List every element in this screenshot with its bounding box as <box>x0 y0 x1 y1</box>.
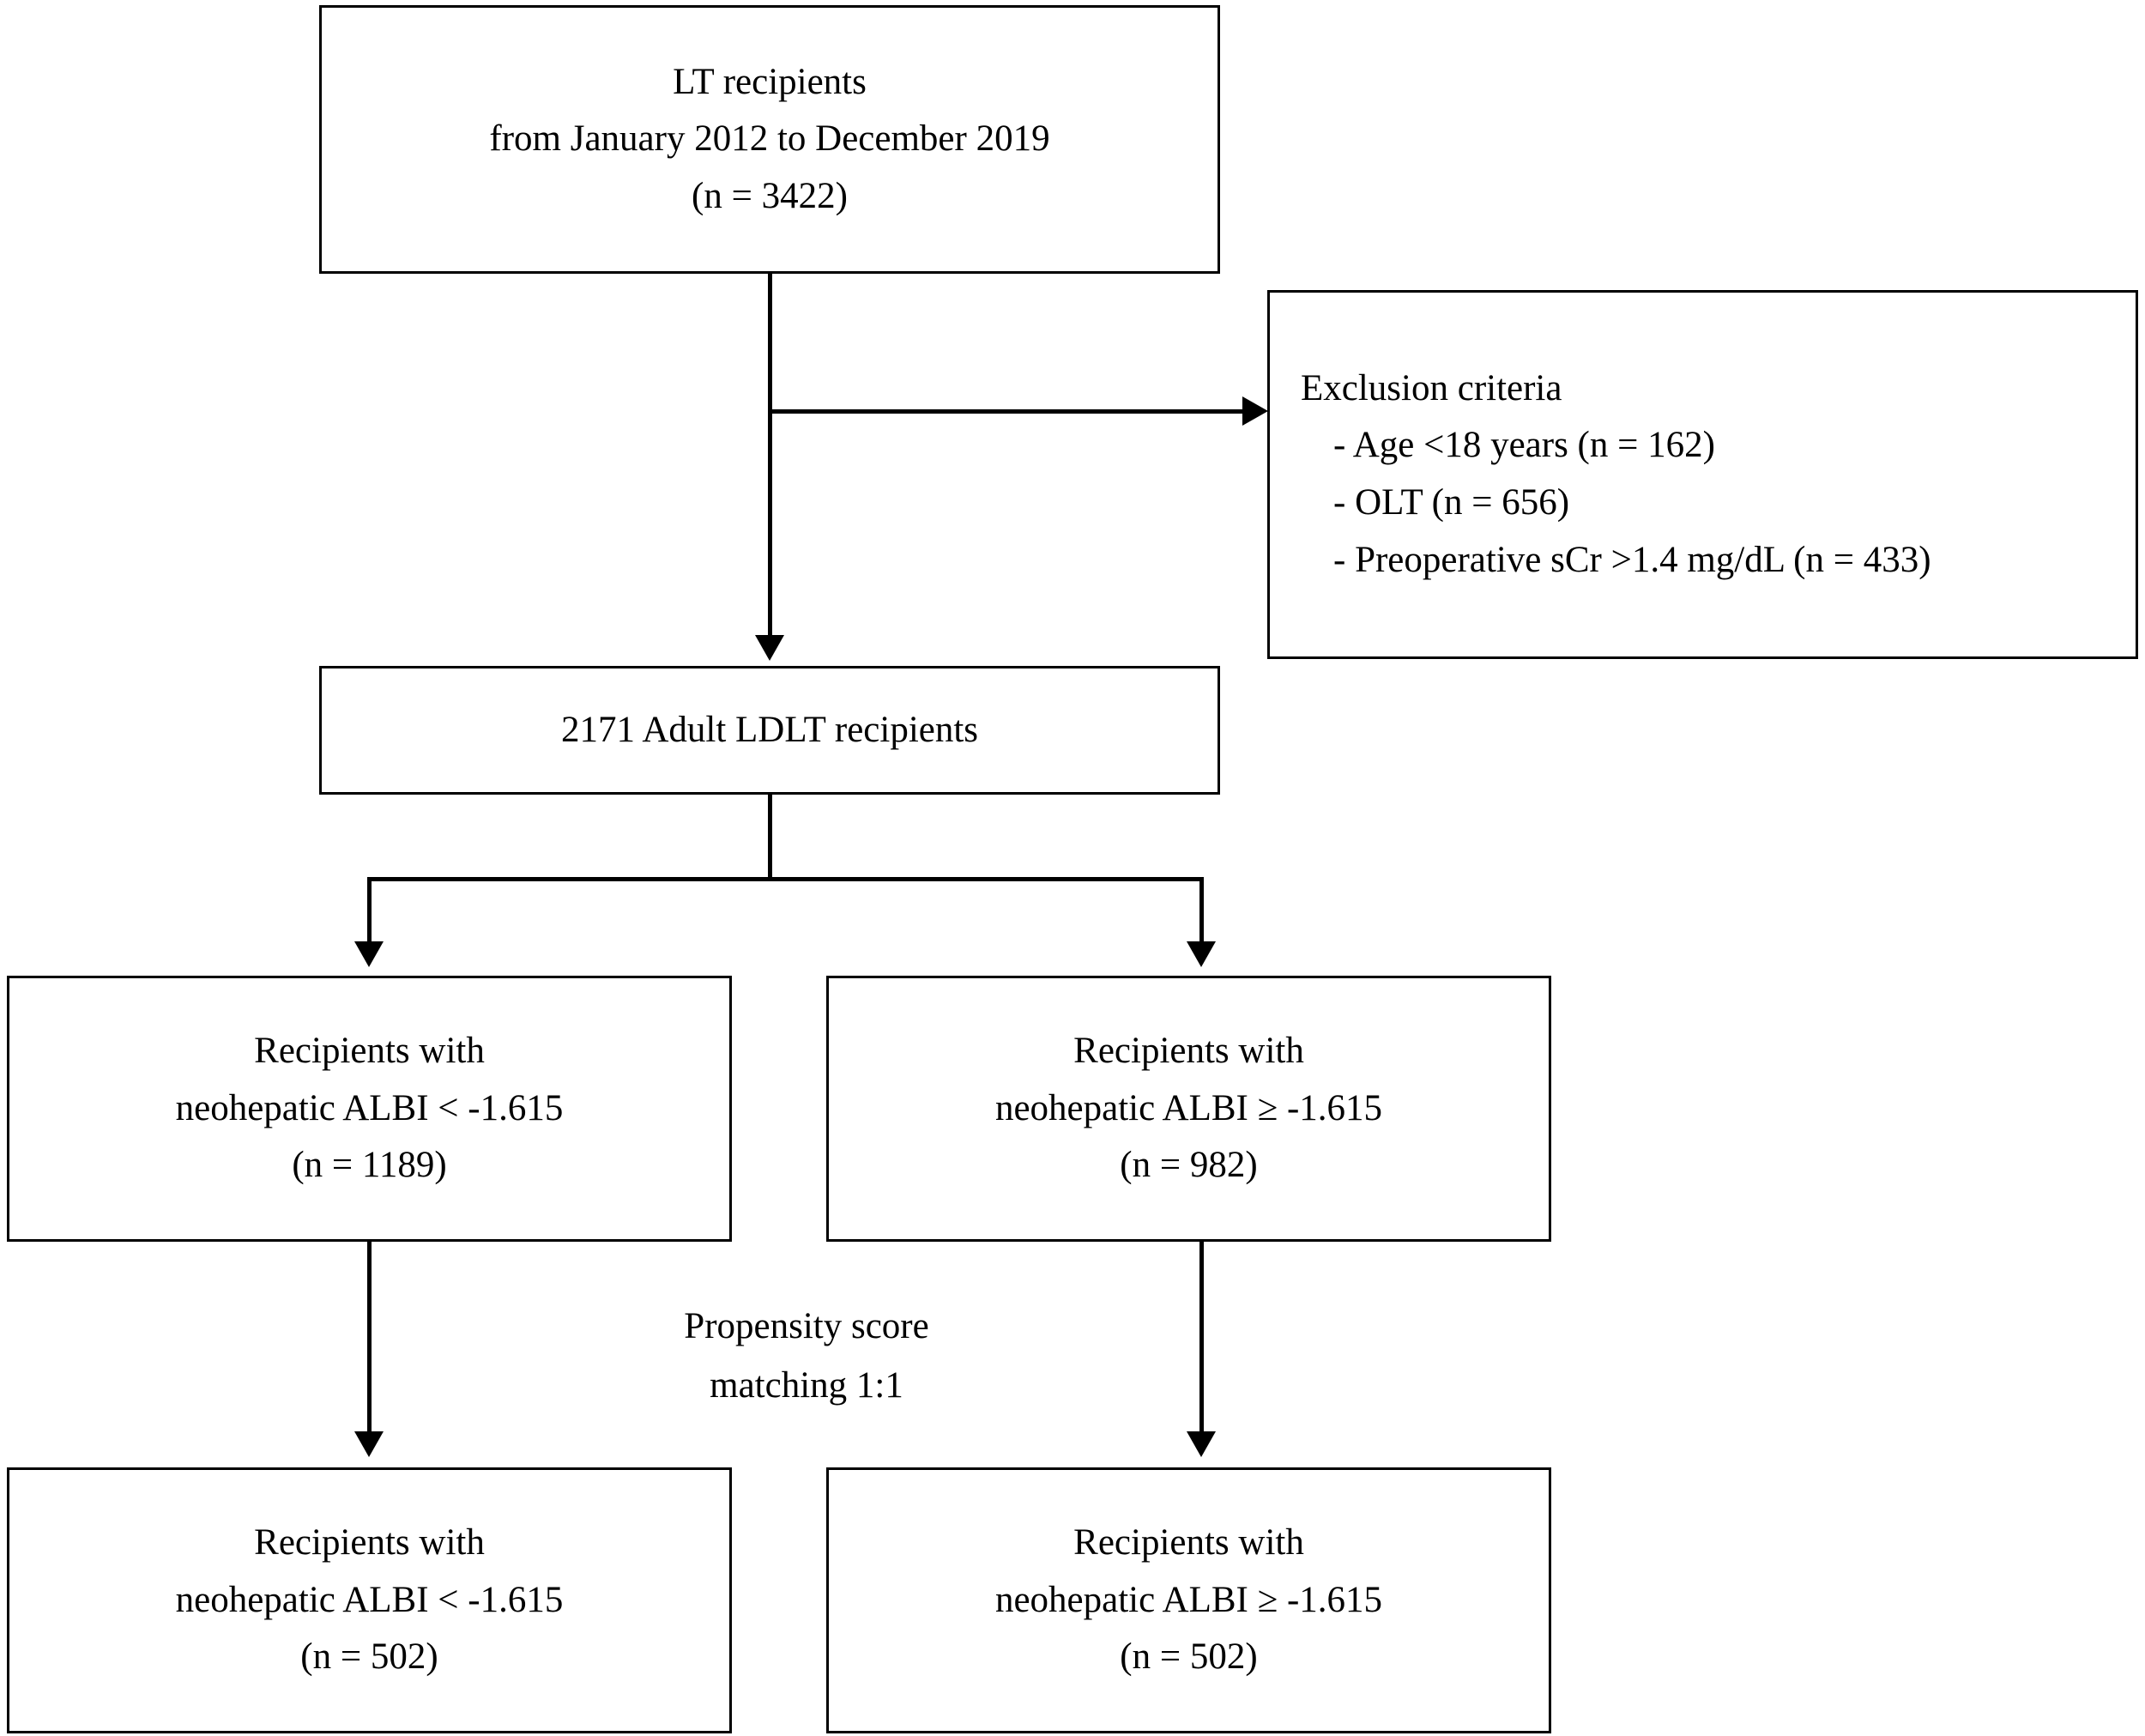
annotation-propensity-matching <box>601 1297 1012 1416</box>
connector-to-exclusion <box>768 409 1261 414</box>
connector-split-left <box>367 877 372 950</box>
node-matched-high-line-1: Recipients with <box>1073 1522 1304 1564</box>
connector-included-stem <box>768 795 772 880</box>
node-group-low <box>7 976 732 1242</box>
annotation-matching-line-2: matching 1:1 <box>710 1364 903 1406</box>
node-source-line-3: (n = 3422) <box>692 175 848 216</box>
node-group-high-line-3: (n = 982) <box>1120 1145 1258 1186</box>
node-source-line-1: LT recipients <box>673 61 867 102</box>
node-group-high <box>826 976 1551 1242</box>
arrowhead-split-left <box>354 941 384 967</box>
arrowhead-source-to-included <box>755 635 784 661</box>
node-matched-high-line-3: (n = 502) <box>1120 1636 1258 1678</box>
node-source-line-2: from January 2012 to December 2019 <box>489 118 1050 160</box>
exclusion-item-age: - Age <18 years (n = 162) <box>1333 425 1715 466</box>
connector-split-horizontal <box>367 877 1204 881</box>
exclusion-item-olt: - OLT (n = 656) <box>1333 482 1570 523</box>
node-matched-low-line-1: Recipients with <box>254 1522 485 1564</box>
node-included-line-1: 2171 Adult LDLT recipients <box>560 709 979 750</box>
node-group-low-line-2: neohepatic ALBI < -1.615 <box>175 1087 564 1128</box>
node-included <box>319 666 1220 795</box>
node-matched-high <box>826 1467 1551 1733</box>
node-exclusion-criteria <box>1267 290 2138 659</box>
node-group-high-line-2: neohepatic ALBI ≥ -1.615 <box>994 1087 1383 1128</box>
exclusion-item-scr: - Preoperative sCr >1.4 mg/dL (n = 433) <box>1333 539 1931 580</box>
connector-low-to-matched <box>367 1242 372 1439</box>
annotation-matching-line-1: Propensity score <box>684 1306 929 1346</box>
node-group-low-line-3: (n = 1189) <box>292 1145 447 1186</box>
node-group-low-line-1: Recipients with <box>254 1031 485 1072</box>
node-matched-low-line-3: (n = 502) <box>300 1636 438 1678</box>
node-matched-high-line-2: neohepatic ALBI ≥ -1.615 <box>994 1579 1383 1620</box>
node-matched-low <box>7 1467 732 1733</box>
connector-source-to-included <box>768 274 772 644</box>
node-source <box>319 5 1220 274</box>
exclusion-heading: Exclusion criteria <box>1301 367 1562 408</box>
connector-high-to-matched <box>1199 1242 1204 1439</box>
node-group-high-line-1: Recipients with <box>1073 1031 1304 1072</box>
connector-split-right <box>1199 877 1204 950</box>
arrowhead-to-exclusion <box>1242 396 1268 426</box>
arrowhead-split-right <box>1187 941 1216 967</box>
node-matched-low-line-2: neohepatic ALBI < -1.615 <box>175 1579 564 1620</box>
arrowhead-low-to-matched <box>354 1431 384 1457</box>
arrowhead-high-to-matched <box>1187 1431 1216 1457</box>
